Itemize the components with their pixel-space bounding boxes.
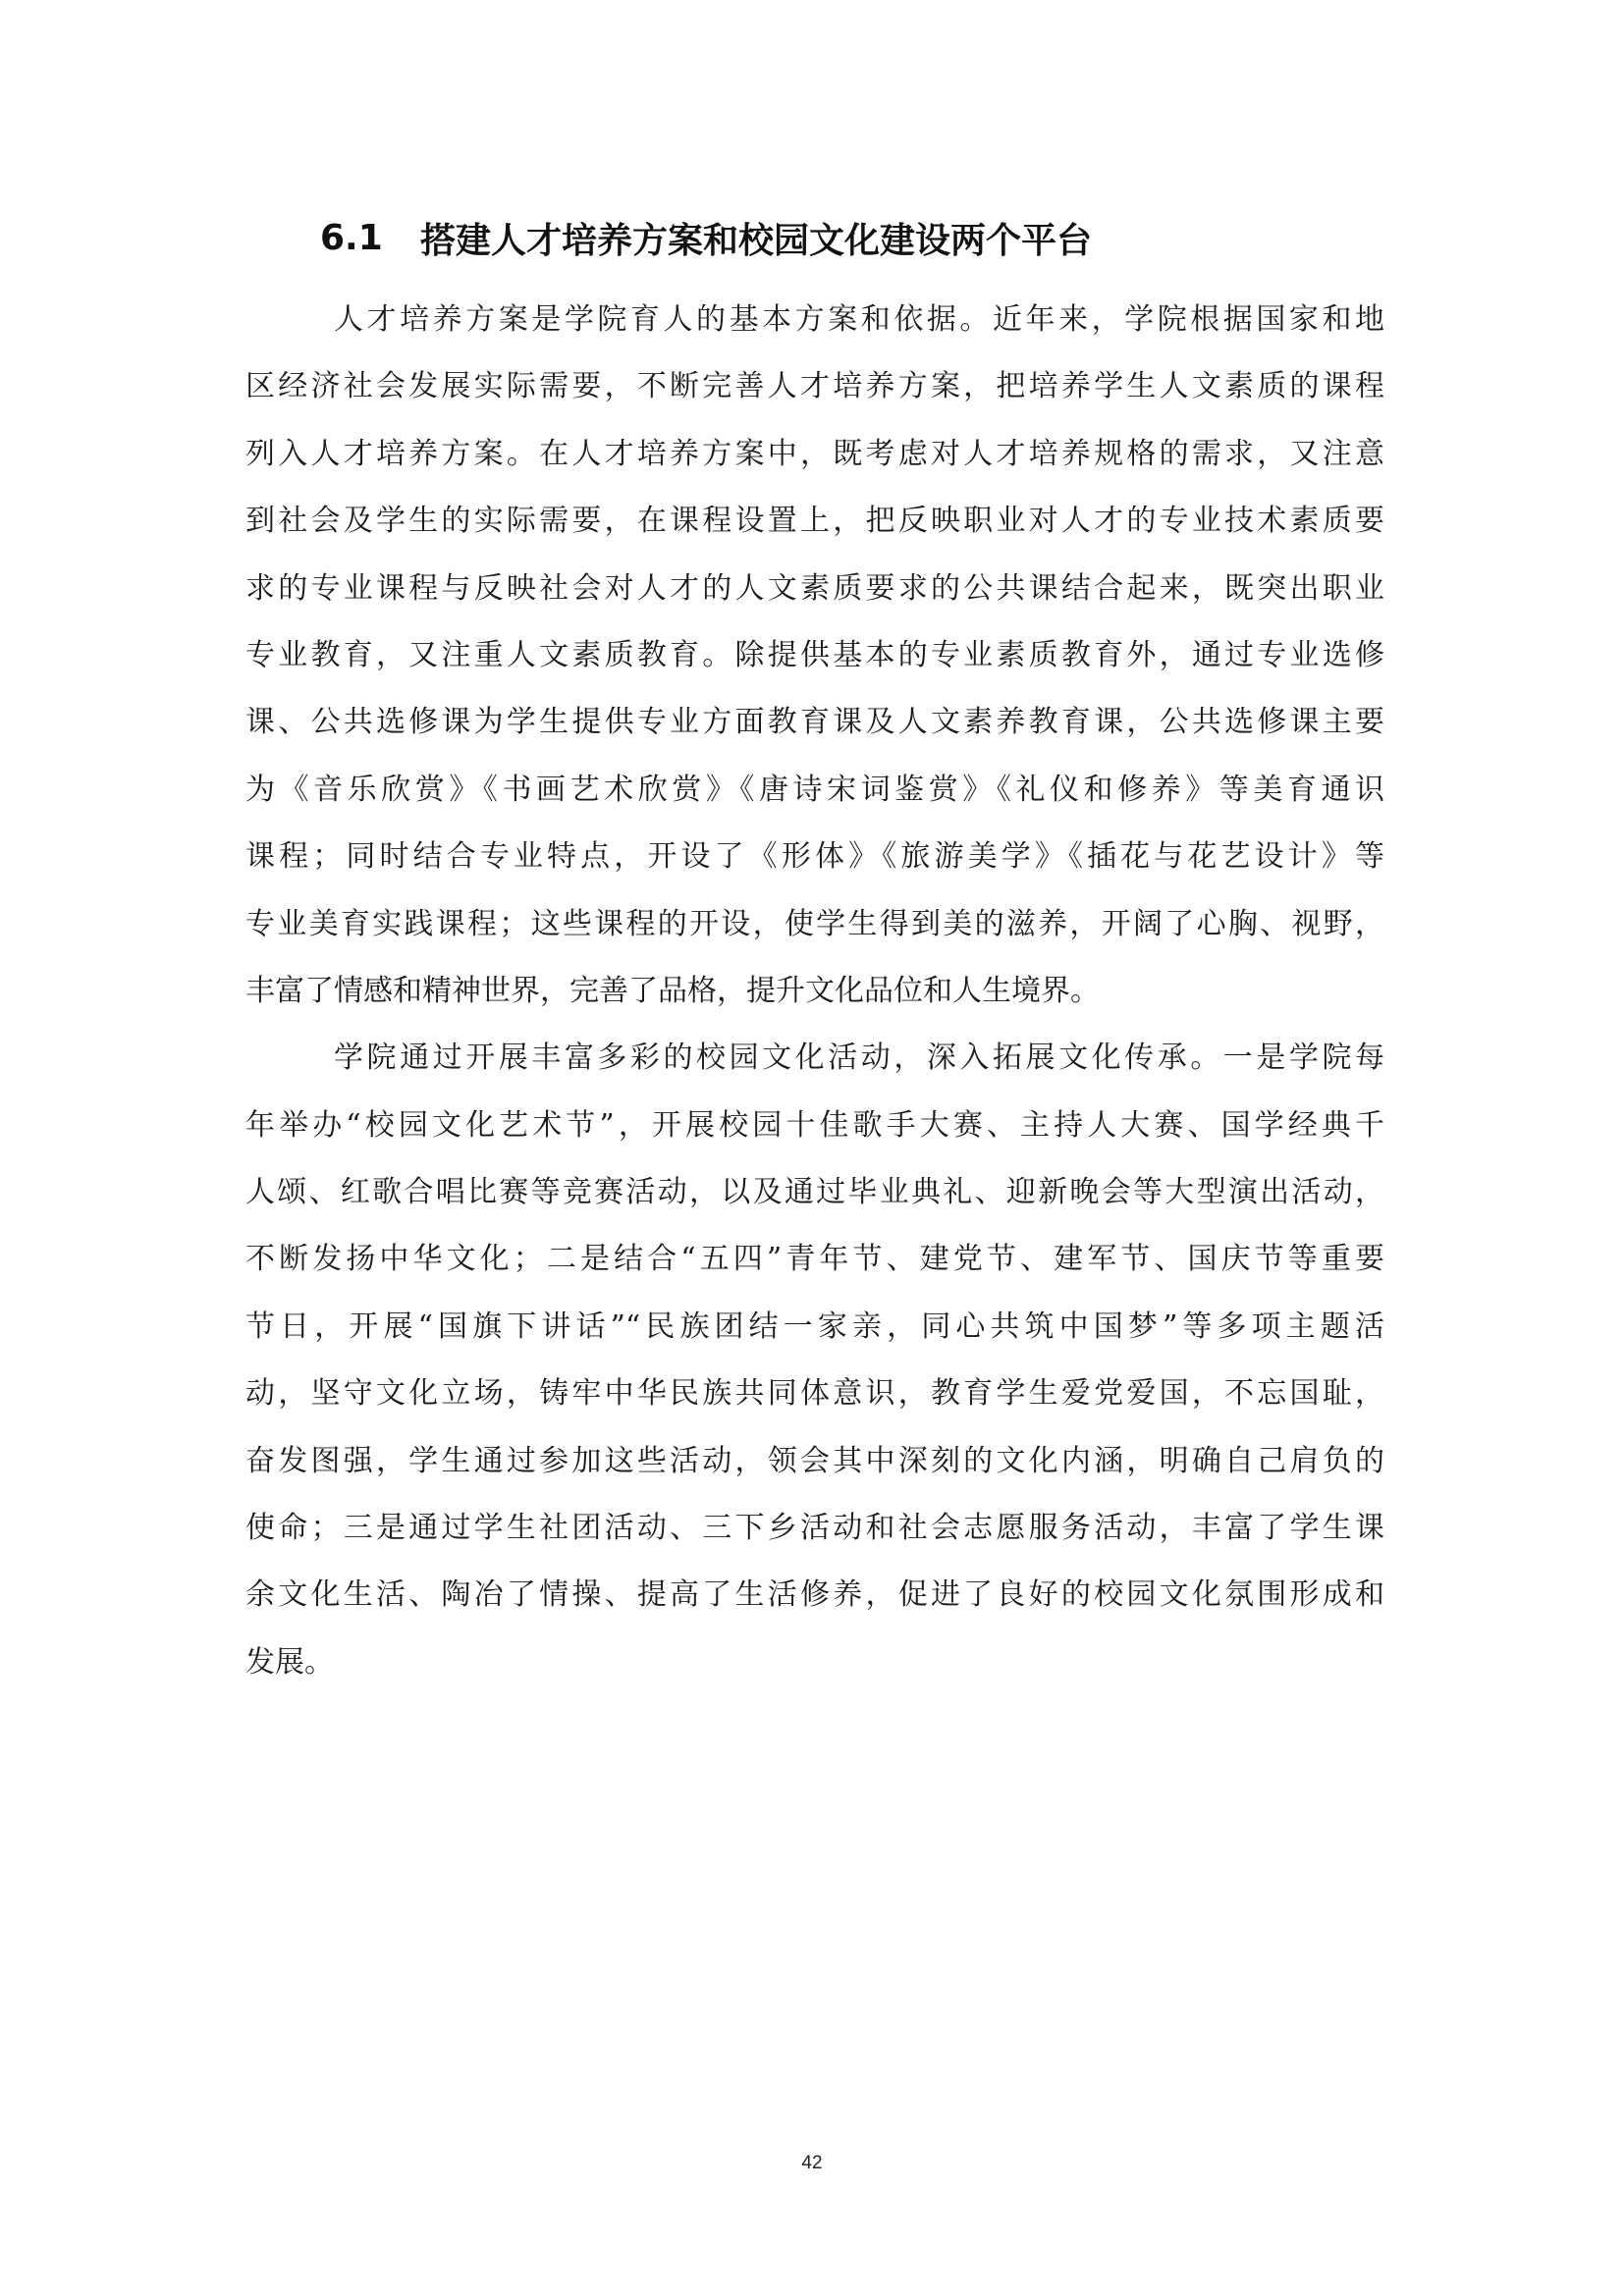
paragraph-1-line: 专业教育，又注重人文素质教育。除提供基本的专业素质教育外，通过专业选修 — [245, 637, 1384, 672]
section-number: 6.1 — [320, 217, 383, 258]
body-text — [245, 287, 1384, 1696]
paragraph-1-line: 人才培养方案是学院育人的基本方案和依据。近年来，学院根据国家和地 — [334, 302, 1384, 337]
page-number: 42 — [801, 2153, 823, 2173]
paragraph-2-line: 使命；三是通过学生社团活动、三下乡活动和社会志愿服务活动，丰富了学生课 — [245, 1511, 1384, 1546]
paragraph-1-line: 求的专业课程与反映社会对人才的人文素质要求的公共课结合起来，既突出职业 — [245, 570, 1384, 606]
paragraph-1-line: 丰富了情感和精神世界，完善了品格，提升文化品位和人生境界。 — [245, 973, 1100, 1008]
paragraph-1-line: 到社会及学生的实际需要，在课程设置上，把反映职业对人才的专业技术素质要 — [245, 504, 1384, 539]
paragraph-2-line: 不断发扬中华文化；二是结合“五四”青年节、建党节、建军节、国庆节等重要 — [245, 1242, 1384, 1277]
paragraph-2-line: 年举办“校园文化艺术节”，开展校园十佳歌手大赛、主持人大赛、国学经典千 — [245, 1107, 1384, 1143]
paragraph-1-line: 列入人才培养方案。在人才培养方案中，既考虑对人才培养规格的需求，又注意 — [245, 436, 1384, 471]
paragraph-1-line: 课、公共选修课为学生提供专业方面教育课及人文素养教育课，公共选修课主要 — [245, 705, 1384, 740]
paragraph-2-line: 学院通过开展丰富多彩的校园文化活动，深入拓展文化传承。一是学院每 — [334, 1041, 1384, 1076]
paragraph-2-line: 人颂、红歌合唱比赛等竞赛活动，以及通过毕业典礼、迎新晚会等大型演出活动， — [245, 1175, 1384, 1210]
paragraph-2-line: 余文化生活、陶冶了情操、提高了生活修养，促进了良好的校园文化氛围形成和 — [245, 1577, 1384, 1613]
paragraph-1-line: 区经济社会发展实际需要，不断完善人才培养方案，把培养学生人文素质的课程 — [245, 369, 1384, 404]
paragraph-2-line: 发展。 — [245, 1644, 334, 1680]
paragraph-2-line: 动，坚守文化立场，铸牢中华民族共同体意识，教育学生爱党爱国，不忘国耻， — [245, 1376, 1384, 1412]
section-heading — [320, 208, 1400, 267]
paragraph-1-line: 课程；同时结合专业特点，开设了《形体》《旅游美学》《插花与花艺设计》等 — [245, 839, 1384, 875]
section-title: 搭建人才培养方案和校园文化建设两个平台 — [420, 220, 1093, 261]
paragraph-2-line: 节日，开展“国旗下讲话”“民族团结一家亲，同心共筑中国梦”等多项主题活 — [245, 1308, 1384, 1344]
paragraph-2-line: 奋发图强，学生通过参加这些活动，领会其中深刻的文化内涵，明确自己肩负的 — [245, 1443, 1384, 1478]
paragraph-1-line: 为《音乐欣赏》《书画艺术欣赏》《唐诗宋词鉴赏》《礼仪和修养》等美育通识 — [245, 772, 1384, 807]
paragraph-1-line: 专业美育实践课程；这些课程的开设，使学生得到美的滋养，开阔了心胸、视野， — [245, 906, 1384, 941]
